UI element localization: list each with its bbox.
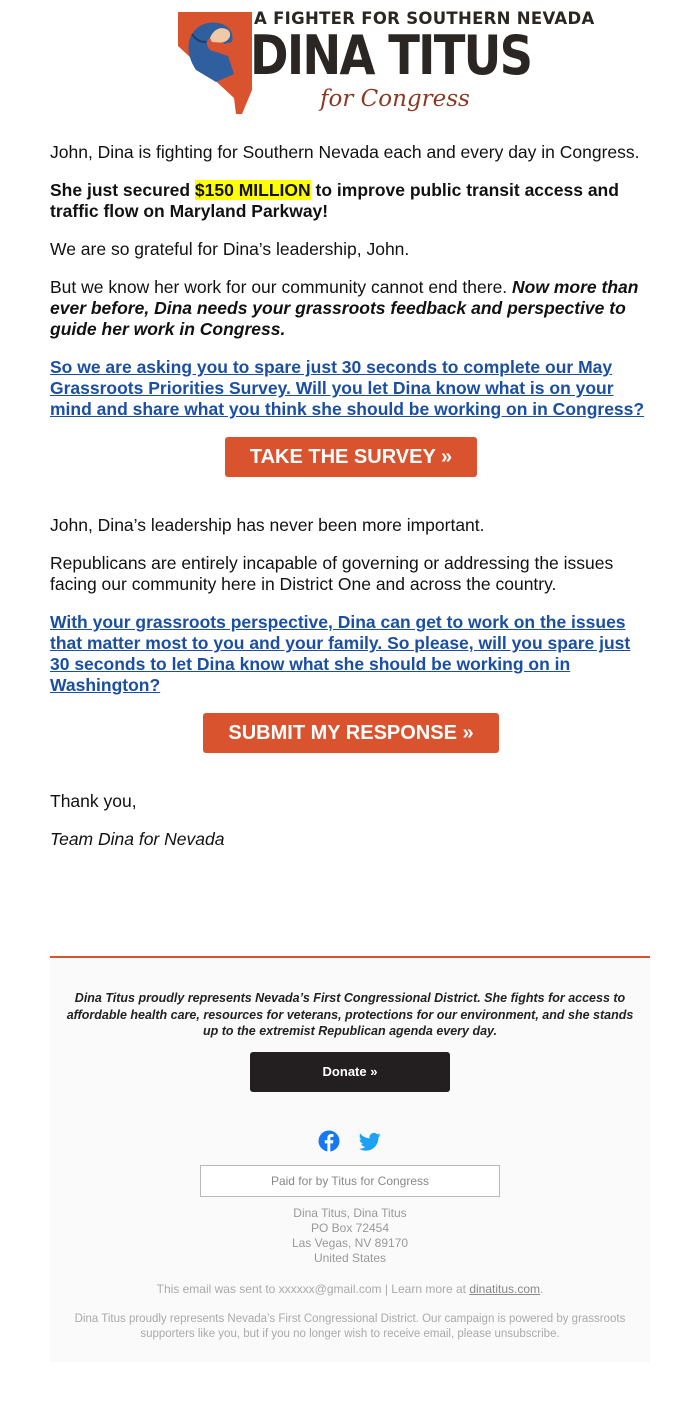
website-link[interactable]: dinatitus.com [469,1282,541,1296]
paragraph-grateful: We are so grateful for Dina’s leadership, John. [50,239,410,259]
emphasis-text: Now more than ever before, Dina needs your grassroots feedback and perspective to guide her work in Congress. [50,277,639,339]
closing-thanks: Thank you, [50,791,137,811]
address-line: United States [313,1251,387,1265]
paid-for-box: Paid for by Titus for Congress [200,1165,500,1197]
email-body [50,142,652,867]
donate-button[interactable]: Donate » [250,1052,450,1092]
address-line: Dina Titus, Dina Titus [293,1206,407,1220]
nevada-state-icon [176,10,256,116]
paragraph-intro: John, Dina is fighting for Southern Nevada each and every day in Congress. [50,142,640,162]
logo-for-congress: for Congress [320,86,470,112]
highlighted-amount: $150 MILLION [194,180,311,200]
signature: Team Dina for Nevada [50,829,225,849]
paragraph-feedback: But we know her work for our community cannot end there. Now more than ever before, Dina needs your grassroots feedback and perspective to guide her work in Congress. [50,277,639,339]
paragraph-funding: She just secured $150 MILLION to improve public transit access and traffic flow on Maryland Parkway! [50,180,619,221]
take-survey-button[interactable]: TAKE THE SURVEY » [225,437,477,477]
survey-link[interactable]: So we are asking you to spare just 30 seconds to complete our May Grassroots Priorities Survey. Will you let Dina know what is on your mind and share what you think she should be working on in Congress? [50,357,645,419]
perspective-link[interactable]: With your grassroots perspective, Dina can get to work on the issues that matter most to you and your family. So please, will you spare just 30 seconds to let Dina know what she should be working on in Washington? [50,612,631,695]
twitter-icon[interactable] [359,1132,381,1152]
mailing-address [50,1206,650,1266]
paragraph-leadership: John, Dina’s leadership has never been more important. [50,515,485,535]
paragraph-republicans: Republicans are entirely incapable of governing or addressing the issues facing our community here in District One and across the country. [50,553,614,594]
logo-tagline: A FIGHTER FOR SOUTHERN NEVADA [254,9,595,28]
address-line: Las Vegas, NV 89170 [291,1236,409,1250]
footer-blurb: Dina Titus proudly represents Nevada’s First Congressional District. She fights for access to affordable health care, resources for veterans, protections for our environment, and she stands up to the extremist Republican agenda every day. [66,991,634,1038]
sent-to-notice: This email was sent to xxxxxx@gmail.com | Learn more at dinatitus.com. [156,1282,544,1296]
email-footer [50,956,650,1362]
address-line: PO Box 72454 [310,1221,390,1235]
unsubscribe-disclaimer: Dina Titus proudly represents Nevada’s First Congressional District. Our campaign is powered by grassroots supporters like you, but if you no longer wish to receive email, please unsubscribe. [74,1313,626,1340]
submit-response-button[interactable]: SUBMIT MY RESPONSE » [203,713,498,753]
logo-candidate-name: DINA TITUS [250,24,532,87]
social-links [316,1130,384,1154]
campaign-logo [176,8,595,120]
facebook-icon[interactable] [318,1130,340,1152]
